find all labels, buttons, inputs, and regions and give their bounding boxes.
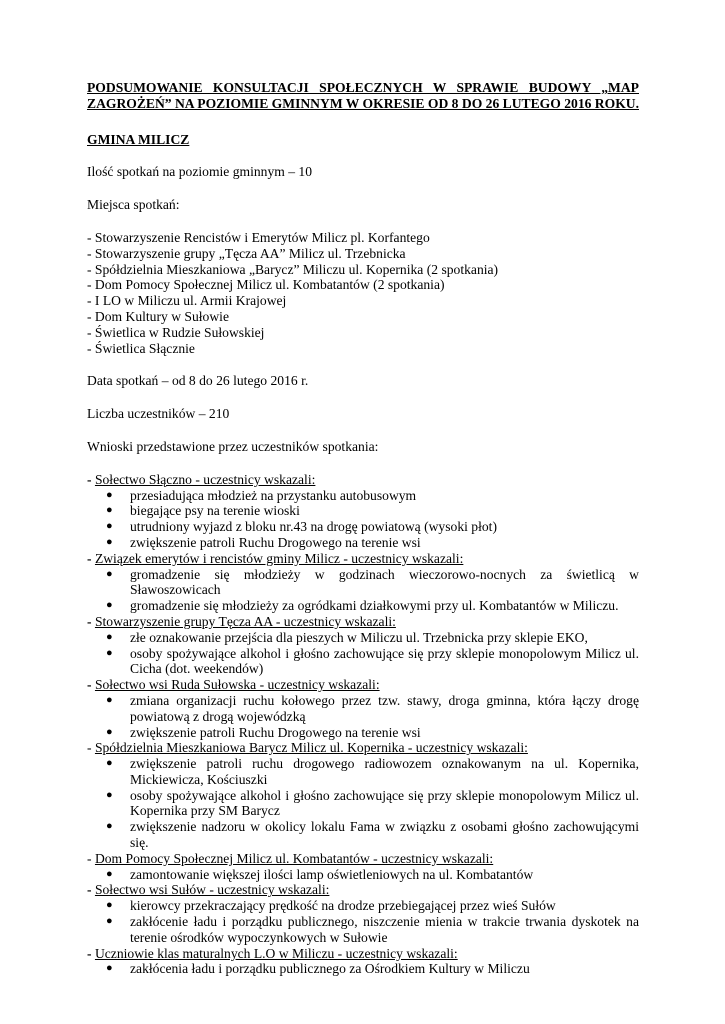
meetings-count: Ilość spotkań na poziomie gminnym – 10 bbox=[87, 164, 313, 180]
section-label: Stowarzyszenie grupy Tęcza AA - uczestnicy wskazali: bbox=[94, 613, 396, 629]
bullet-icon: ● bbox=[106, 504, 113, 517]
section-dash: - bbox=[87, 882, 95, 898]
place-item: - Świetlica w Rudzie Sułowskiej bbox=[87, 324, 265, 340]
section-item bbox=[87, 914, 639, 946]
section-item bbox=[87, 535, 639, 551]
section-item-text: zwiększenie patroli Ruchu Drogowego na terenie wsi bbox=[130, 724, 421, 740]
section-item bbox=[87, 646, 639, 678]
place-item: - Spółdzielnia Mieszkaniowa „Barycz” Miliczu ul. Kopernika (2 spotkania) bbox=[87, 261, 499, 277]
section-dash: - bbox=[87, 550, 95, 566]
places-heading: Miejsca spotkań: bbox=[87, 197, 180, 213]
section-dash: - bbox=[87, 740, 95, 756]
section-item-text: przesiadująca młodzież na przystanku autobusowym bbox=[130, 487, 417, 503]
places-list bbox=[87, 230, 639, 356]
bullet-icon: ● bbox=[106, 820, 113, 833]
section-item bbox=[87, 519, 639, 535]
section-item-text: zakłócenia ładu i porządku publicznego za Ośrodkiem Kultury w Miliczu bbox=[130, 961, 530, 977]
section-items bbox=[87, 898, 639, 945]
conclusions-heading: Wnioski przedstawione przez uczestników spotkania: bbox=[87, 438, 379, 454]
section-heading bbox=[87, 882, 639, 898]
place-item: - Dom Pomocy Społecznej Milicz ul. Kombatantów (2 spotkania) bbox=[87, 277, 445, 293]
section-label: Sołectwo wsi Sułów - uczestnicy wskazali: bbox=[94, 882, 330, 898]
section-item-text: zwiększenie nadzoru w okolicy lokalu Fama w związku z osobami głośno zachowującymi się. bbox=[130, 819, 639, 851]
place-item: - I LO w Miliczu ul. Armii Krajowej bbox=[87, 293, 287, 309]
section-item-text: zakłócenie ładu i porządku publicznego, niszczenie mienia w trakcie trwania dyskotek na terenie ośrodków wypoczynkowych w Sułowie bbox=[130, 914, 639, 945]
bullet-icon: ● bbox=[106, 725, 113, 738]
section-item bbox=[87, 598, 639, 614]
place-item: - Świetlica Słącznie bbox=[87, 340, 195, 356]
section-item-text: biegające psy na terenie wioski bbox=[130, 503, 300, 519]
section-item-text: kierowcy przekraczający prędkość na drodze przebiegającej przez wieś Sułów bbox=[130, 898, 556, 914]
section-item bbox=[87, 503, 639, 519]
document-page bbox=[87, 80, 639, 977]
date-line: Data spotkań – od 8 do 26 lutego 2016 r. bbox=[87, 373, 309, 389]
section-item-text: zwiększenie patroli Ruchu Drogowego na terenie wsi bbox=[130, 534, 421, 550]
section-dash: - bbox=[87, 850, 95, 866]
section-heading bbox=[87, 472, 639, 488]
conclusions-sections bbox=[87, 472, 639, 978]
section-item bbox=[87, 630, 639, 646]
section-items bbox=[87, 756, 639, 851]
section-item-text: utrudniony wyjazd z bloku nr.43 na drogę powiatową (wysoki płot) bbox=[130, 519, 497, 535]
section-items bbox=[87, 488, 639, 551]
section-item bbox=[87, 693, 639, 725]
section-items bbox=[87, 867, 639, 883]
section-items bbox=[87, 630, 639, 677]
section-item-text: gromadzenie się młodzieży za ogródkami działkowymi przy ul. Kombatantów w Miliczu. bbox=[130, 598, 619, 614]
section-item bbox=[87, 819, 639, 851]
bullet-icon: ● bbox=[106, 867, 113, 880]
section-label: Sołectwo Słączno - uczestnicy wskazali: bbox=[94, 471, 316, 487]
section-item bbox=[87, 898, 639, 914]
document-subtitle: GMINA MILICZ bbox=[87, 131, 190, 147]
section-item-text: zamontowanie większej ilości lamp oświetleniowych na ul. Kombatantów bbox=[130, 866, 534, 882]
participants-line: Liczba uczestników – 210 bbox=[87, 406, 230, 422]
bullet-icon: ● bbox=[106, 646, 113, 659]
section-label: Dom Pomocy Społecznej Milicz ul. Kombatantów - uczestnicy wskazali: bbox=[94, 850, 494, 866]
section-items bbox=[87, 693, 639, 740]
bullet-icon: ● bbox=[106, 693, 113, 706]
section-items bbox=[87, 961, 639, 977]
section-item-text: zwiększenie patroli ruchu drogowego radiowozem oznakowanym na ul. Kopernika, Mickiewicza, Kościuszki bbox=[130, 756, 639, 787]
bullet-icon: ● bbox=[106, 962, 113, 975]
section-item-text: złe oznakowanie przejścia dla pieszych w Miliczu ul. Trzebnicka przy sklepie EKO, bbox=[130, 629, 588, 645]
section-dash: - bbox=[87, 677, 95, 693]
place-item: - Dom Kultury w Sułowie bbox=[87, 308, 229, 324]
section-item-text: osoby spożywające alkohol i głośno zachowujące się przy sklepie monopolowym Milicz ul. Cicha (dot. weekendów) bbox=[130, 645, 639, 677]
bullet-icon: ● bbox=[106, 599, 113, 612]
section-item-text: gromadzenie się młodzieży w godzinach wieczorowo-nocnych za świetlicą w Sławoszowicach bbox=[130, 566, 639, 598]
section-heading bbox=[87, 677, 639, 693]
section-item bbox=[87, 756, 639, 788]
section-item bbox=[87, 788, 639, 820]
section-item bbox=[87, 867, 639, 883]
section-heading bbox=[87, 946, 639, 962]
section-label: Uczniowie klas maturalnych L.O w Miliczu - uczestnicy wskazali: bbox=[94, 945, 458, 961]
section-heading bbox=[87, 740, 639, 756]
section-heading bbox=[87, 551, 639, 567]
section-item bbox=[87, 567, 639, 599]
place-item: - Stowarzyszenie grupy „Tęcza AA” Milicz ul. Trzebnicka bbox=[87, 245, 406, 261]
section-heading bbox=[87, 851, 639, 867]
bullet-icon: ● bbox=[106, 757, 113, 770]
section-item-text: osoby spożywające alkohol i głośno zachowujące się przy sklepie monopolowym Milicz ul. Kopernika przy SM Barycz bbox=[130, 787, 639, 819]
bullet-icon: ● bbox=[106, 488, 113, 501]
section-item bbox=[87, 488, 639, 504]
bullet-icon: ● bbox=[106, 520, 113, 533]
section-label: Sołectwo wsi Ruda Sułowska - uczestnicy wskazali: bbox=[94, 677, 380, 693]
section-items bbox=[87, 567, 639, 614]
bullet-icon: ● bbox=[106, 567, 113, 580]
section-dash: - bbox=[87, 613, 95, 629]
section-dash: - bbox=[87, 471, 95, 487]
section-item-text: zmiana organizacji ruchu kołowego przez tzw. stawy, droga gminna, która łączy drogę powiatową z drogą wojewódzką bbox=[130, 692, 639, 724]
document-title: PODSUMOWANIE KONSULTACJI SPOŁECZNYCH W SPRAWIE BUDOWY „MAP ZAGROŻEŃ” NA POZIOMIE GMINNYM W OKRESIE OD 8 DO 26 LUTEGO 2016 ROKU. bbox=[87, 80, 639, 111]
bullet-icon: ● bbox=[106, 915, 113, 928]
bullet-icon: ● bbox=[106, 630, 113, 643]
section-item bbox=[87, 961, 639, 977]
bullet-icon: ● bbox=[106, 535, 113, 548]
place-item: - Stowarzyszenie Rencistów i Emerytów Milicz pl. Korfantego bbox=[87, 229, 430, 245]
section-dash: - bbox=[87, 945, 95, 961]
section-label: Związek emerytów i rencistów gminy Milicz - uczestnicy wskazali: bbox=[94, 550, 464, 566]
bullet-icon: ● bbox=[106, 788, 113, 801]
section-item bbox=[87, 725, 639, 741]
section-heading bbox=[87, 614, 639, 630]
section-label: Spółdzielnia Mieszkaniowa Barycz Milicz ul. Kopernika - uczestnicy wskazali: bbox=[94, 740, 528, 756]
bullet-icon: ● bbox=[106, 899, 113, 912]
